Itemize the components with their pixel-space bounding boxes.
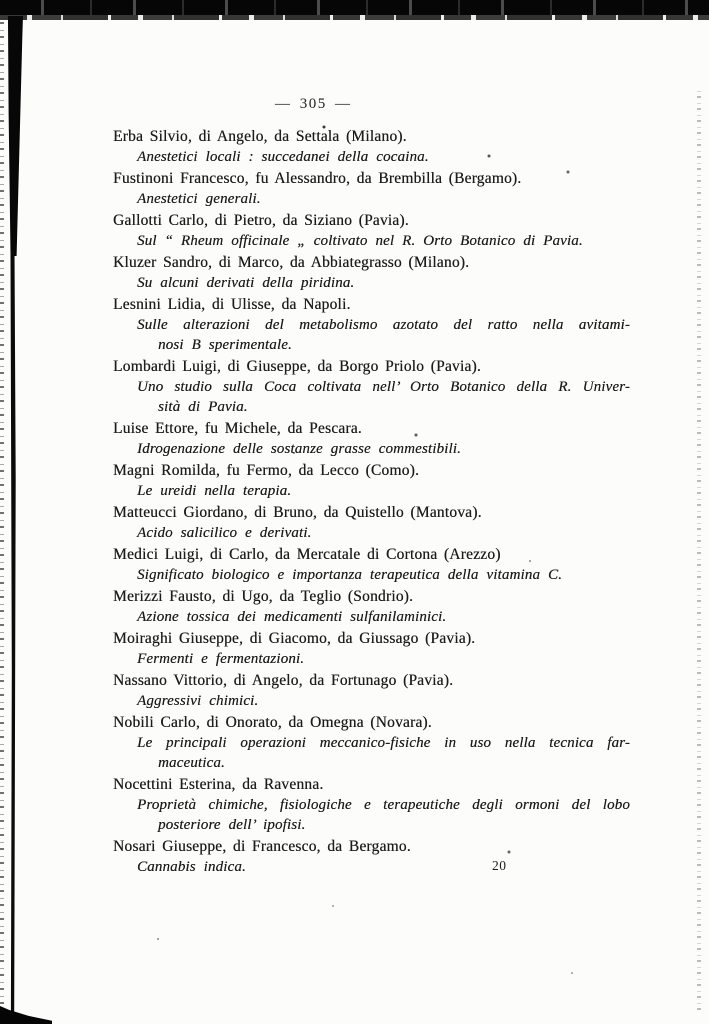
list-item — [113, 169, 630, 209]
entry-name: Kluzer Sandro, di Marco, da Abbiategrasso (Milano). — [113, 254, 470, 271]
list-item — [113, 211, 630, 251]
entry-list — [113, 127, 630, 877]
entry-thesis-line: nosi B sperimentale. — [158, 337, 292, 353]
entry-thesis-line: Fermenti e fermentazioni. — [137, 651, 305, 667]
list-item — [113, 357, 630, 417]
entry-name: Gallotti Carlo, di Pietro, da Siziano (Pavia). — [113, 212, 409, 229]
list-item — [113, 127, 630, 167]
entry-name: Nassano Vittorio, di Angelo, da Fortunago (Pavia). — [113, 672, 454, 689]
entry-thesis-line: Aggressivi chimici. — [137, 693, 259, 709]
list-item — [113, 775, 630, 835]
list-item — [113, 419, 630, 459]
entry-name: Nosari Giuseppe, di Francesco, da Bergamo. — [113, 838, 411, 855]
entry-name: Fustinoni Francesco, fu Alessandro, da Brembilla (Bergamo). — [113, 170, 522, 187]
entry-thesis-line: Le ureidi nella terapia. — [137, 483, 292, 499]
entry-thesis-line: Azione tossica dei medicamenti sulfanilaminici. — [137, 609, 447, 625]
entry-name: Luise Ettore, fu Michele, da Pescara. — [113, 420, 362, 437]
entry-name: Merizzi Fausto, di Ugo, da Teglio (Sondrio). — [113, 588, 414, 605]
entry-thesis-line: Su alcuni derivati della piridina. — [137, 275, 355, 291]
entry-name: Medici Luigi, di Carlo, da Mercatale di Cortona (Arezzo) — [113, 546, 501, 563]
list-item — [113, 295, 630, 355]
list-item — [113, 545, 630, 585]
list-item — [113, 503, 630, 543]
list-item — [113, 671, 630, 711]
entry-name: Nocettini Esterina, da Ravenna. — [113, 776, 324, 793]
entry-thesis-line: Sul “ Rheum officinale „ coltivato nel R. Orto Botanico di Pavia. — [137, 233, 583, 249]
list-item — [113, 253, 630, 293]
entry-thesis-line: Proprietà chimiche, fisiologiche e terapeutiche degli ormoni del lobo — [137, 797, 630, 813]
entry-thesis-line: Le principali operazioni meccanico-fisiche in uso nella tecnica far- — [137, 735, 630, 751]
entry-name: Lesnini Lidia, di Ulisse, da Napoli. — [113, 296, 351, 313]
list-item — [113, 629, 630, 669]
entry-name: Erba Silvio, di Angelo, da Settala (Milano). — [113, 128, 407, 145]
entry-name: Moiraghi Giuseppe, di Giacomo, da Giussago (Pavia). — [113, 630, 476, 647]
entry-thesis-line: maceutica. — [158, 755, 225, 771]
entry-thesis-line: Anestetici generali. — [137, 191, 261, 207]
entry-name: Lombardi Luigi, di Giuseppe, da Borgo Priolo (Pavia). — [113, 358, 481, 375]
entry-thesis-line: Acido salicilico e derivati. — [137, 525, 312, 541]
entry-thesis-line: Cannabis indica. — [137, 859, 246, 875]
list-item — [113, 837, 630, 877]
entry-name: Nobili Carlo, di Onorato, da Omegna (Novara). — [113, 714, 432, 731]
list-item — [113, 461, 630, 501]
entry-name: Matteucci Giordano, di Bruno, da Quistello (Mantova). — [113, 504, 482, 521]
page-number: — 305 — — [275, 96, 352, 112]
list-item — [113, 713, 630, 773]
list-item — [113, 587, 630, 627]
entry-thesis-line: Uno studio sulla Coca coltivata nell’ Orto Botanico della R. Univer- — [137, 379, 630, 395]
footer-signature-number: 20 — [492, 858, 507, 873]
entry-thesis-line: Anestetici locali : succedanei della cocaina. — [137, 149, 429, 165]
entry-thesis-line: sità di Pavia. — [158, 399, 248, 415]
entry-thesis-line: Idrogenazione delle sostanze grasse commestibili. — [137, 441, 462, 457]
entry-thesis-line: posteriore dell’ ipofisi. — [158, 817, 306, 833]
entry-thesis-line: Sulle alterazioni del metabolismo azotato del ratto nella avitami- — [137, 317, 630, 333]
entry-thesis-line: Significato biologico e importanza terapeutica della vitamina C. — [137, 567, 563, 583]
entry-name: Magni Romilda, fu Fermo, da Lecco (Como). — [113, 462, 420, 479]
